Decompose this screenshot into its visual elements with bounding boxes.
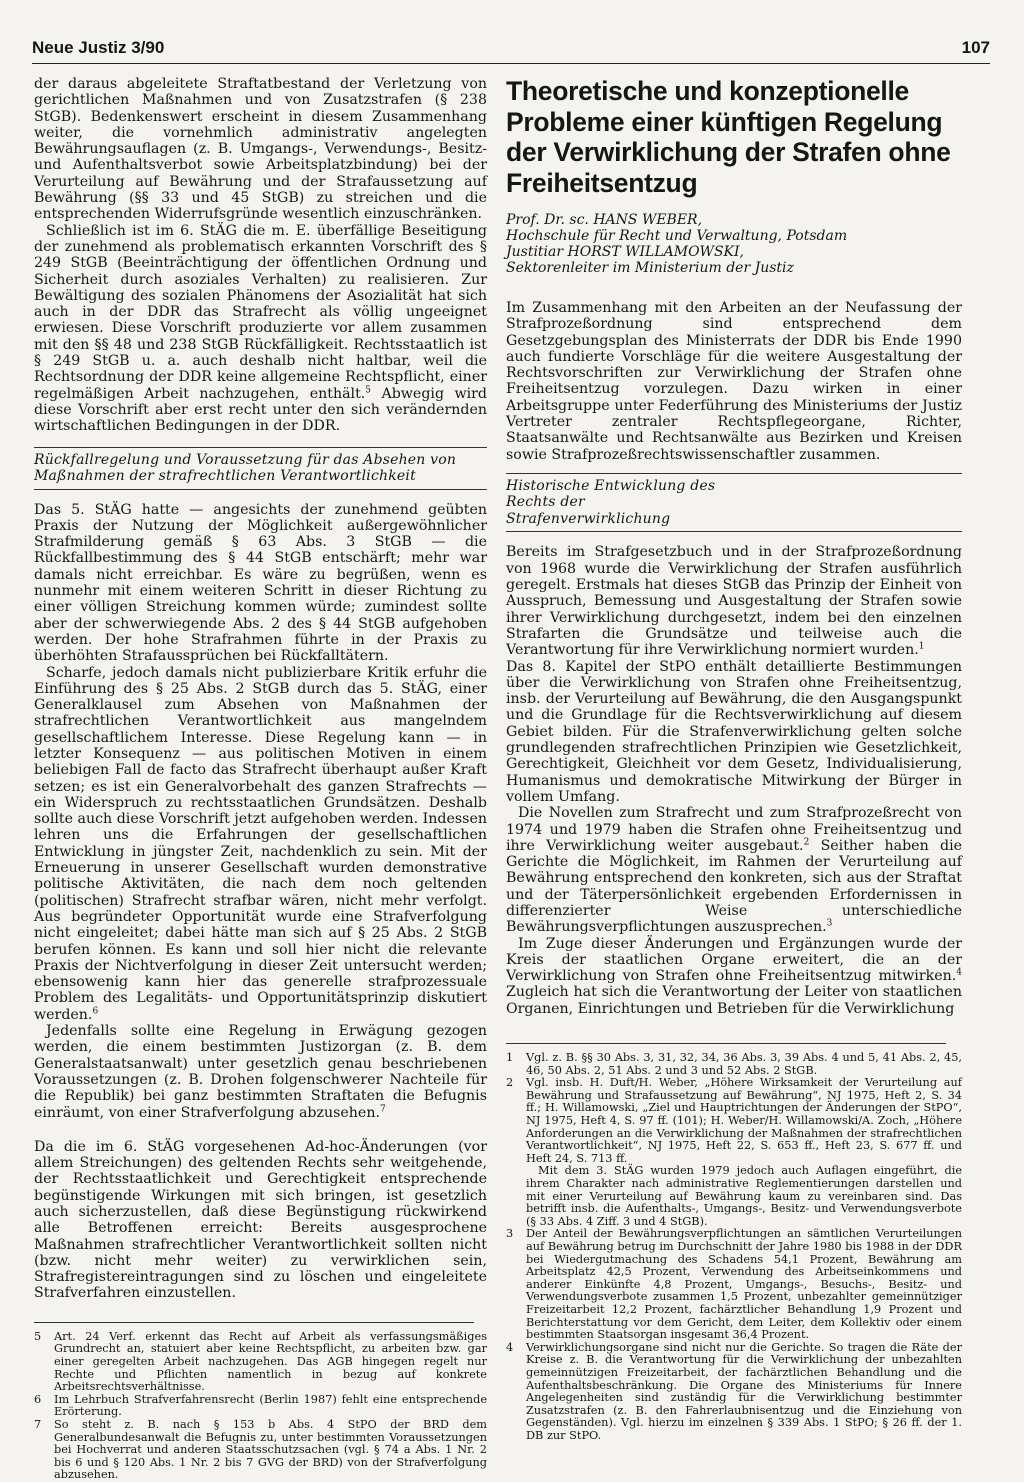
footnote [34,1394,487,1419]
footnote-number: 5 [34,1329,42,1343]
paragraph: Schließlich ist im 6. StÄG die m. E. überfällige Beseitigung der zunehmend als problematisch erkannten Vorschrift des § 249 StGB (Beeinträchtigung der öffentlichen Ordnung und Sicherheit durch asoziales Verhalten) zu realisieren. Zur Bewältigung des sozialen Phänomens der Asozialität hat sich auch in der DDR das Strafrecht als völlig ungeeignet erwiesen. Diese Vorschrift produzierte vor allem zusammen mit den §§ 48 und 238 StGB Rückfälligkeit. Rechtsstaatlich ist § 249 StGB u. a. auch deshalb nicht haltbar, weil die Rechtsordnung der DDR keine allgemeine Rechtspflicht, einer regelmäßigen Arbeit nachzugehen, enthält.$^5$ Abwegig wird diese Vorschrift aber erst recht unter den sich verändernden wirtschaftlichen Bedingungen in der DDR. [34,222,487,435]
footnote-number: 6 [34,1392,42,1406]
footnote-rule [506,1043,946,1044]
footnote-text: Verwirklichungsorgane sind nicht nur die Gerichte. So tragen die Räte der Kreise z. B. die Verantwortung für die Verwirklichung der unbezahlten gemeinnützigen Freizeitarbeit, der fachärztlichen Behandlung und die Aufenthaltsbeschränkung. Die Organe des Ministeriums für Innere Angelegenheiten sind zuständig für die Verwirklichung bestimmter Zusatzstrafen (z. B. den Fahrerlaubnisentzug und die Einziehung von Gegenständen). Vgl. hierzu im einzelnen § 339 Abs. 1 StPO; § 26 ff. der 1. DB zur StPO. [526,1340,962,1442]
section-rule [34,489,487,490]
author-name: Prof. Dr. sc. HANS WEBER, [506,212,703,228]
header-rule [32,63,990,64]
section-rule [506,473,962,474]
footnote [34,1331,487,1394]
section-rule [34,447,487,448]
section-heading: Historische Entwicklung des Rechts der Strafenverwirklichung [506,477,716,527]
footnote [506,1228,962,1341]
article-title: Theoretische und konzeptionelle Probleme einer künftigen Regelung der Verwirklichung der Strafen ohne Freiheitsentzug [506,76,951,198]
paragraph: Scharfe, jedoch damals nicht publizierbare Kritik erfuhr die Einführung des § 25 Abs. 2 StGB durch das 5. StÄG, einer Generalklausel zum Absehen von Maßnahmen der strafrechtlichen Verantwortlichkeit aus mangelndem gesellschaftlichem Interesse. Diese Regelung kann — in letzter Konsequenz — aus politischen Motiven in einem beliebigen Fall de facto das Strafrecht überhaupt außer Kraft setzen; es ist ein Generalvorbehalt des ganzen Strafrechts — ein Widerspruch zu rechtsstaatlichen Grundsätzen. Deshalb sollte auch diese Vorschrift jetzt aufgehoben werden. Indessen lehren uns die Erfahrungen der gesellschaftlichen Entwicklung in jüngster Zeit, nachdenklich zu sein. Mit der Erneuerung in unserer Gesellschaft wurden demonstrative politische Aktivitäten, die nach dem noch geltenden (politischen) Strafrecht strafbar wären, nicht mehr verfolgt. Aus begründeter Opportunität wurde eine Strafverfolgung nicht eingeleitet; dabei hätte man sich auf § 25 Abs. 2 StGB berufen können. Es kann und soll hier nicht die relevante Praxis der Nichtverfolgung in dieser Zeit untersucht werden; ebensowenig kann hier das generelle strafprozessuale Problem des Legalitäts- und Opportunitätsprinzip diskutiert werden.$^6$ [34,664,487,1023]
footnote [506,1052,962,1077]
footnote [34,1419,487,1482]
footnote-text: Vgl. insb. H. Duft/H. Weber, „Höhere Wirksamkeit der Verurteilung auf Bewährung und Strafaussetzung auf Bewährung“, NJ 1975, Heft 2, S. 34 ff.; H. Willamowski, „Ziel und Hauptrichtungen der Änderungen der StPO“, NJ 1975, Heft 4, S. 97 ff. (101); H. Weber/H. Willamowski/A. Zoch, „Höhere Anforderungen an die Verwirklichung der Maßnahmen der strafrechtlichen Verantwortlichkeit“, NJ 1975, Heft 22, S. 653 ff., Heft 23, S. 677 ff. und Heft 24, S. 713 ff. [526,1076,962,1165]
footnote-text: Art. 24 Verf. erkennt das Recht auf Arbeit als verfassungsmäßiges Grundrecht an, statuiert aber keine Rechtspflicht, zu arbeiten bzw. gar einer geregelten Arbeit nachzugehen. Das AGB hingegen regelt nur Rechte und Pflichten namentlich in bezug auf konkrete Arbeitsrechtsverhältnisse. [54,1329,487,1394]
footnote-text: So steht z. B. nach § 153 b Abs. 4 StPO der BRD dem Generalbundesanwalt die Befugnis zu, unter bestimmten Voraussetzungen bei Hochverrat und anderen Staatsschutzsachen (vgl. § 74 a Abs. 1 Nr. 2 bis 6 und § 120 Abs. 1 Nr. 2 bis 7 GVG der BRD) von der Strafverfolgung abzusehen. [54,1417,487,1482]
footnote: Mit dem 3. StÄG wurden 1979 jedoch auch Auflagen eingeführt, die ihrem Charakter nach administrative Reglementierungen darstellen und mit einer Verurteilung auf Bewährung kaum zu vereinbaren sind. Das betrifft insb. die Aufenthalts-, Umgangs-, Besitz- und Verwendungsverbote (§ 33 Abs. 4 Ziff. 3 und 4 StGB). [526,1164,962,1228]
footnote-text: Im Lehrbuch Strafverfahrensrecht (Berlin 1987) fehlt eine entsprechende Erörterung. [54,1392,487,1419]
footnote-text: Vgl. z. B. §§ 30 Abs. 3, 31, 32, 34, 36 Abs. 3, 39 Abs. 4 und 5, 41 Abs. 2, 45, 46, 50 Abs. 2, 51 Abs. 2 und 3 und 52 Abs. 2 StGB. [526,1051,962,1077]
footnote-ref[interactable]: 5 [365,384,372,395]
footnote-number: 2 [506,1076,514,1090]
author-affiliation: Hochschule für Recht und Verwaltung, Potsdam [506,228,848,244]
footnotes [506,1052,962,1442]
footnote [506,1077,962,1165]
footnote-ref[interactable]: 2 [803,837,810,848]
footnote-ref[interactable]: 4 [956,967,962,978]
footnote-number: 3 [506,1227,514,1241]
footnote-ref[interactable]: 7 [379,1103,386,1114]
paragraph: Im Zuge dieser Änderungen und Ergänzungen wurde der Kreis der staatlichen Organe erweitert, die an der Verwirklichung von Strafen ohne Freiheitsentzug mitwirken.$^4$ Zugleich hat sich die Verantwortung der Leiter von staatlichen Organen, Einrichtungen und Betrieben für die Verwirklichung [506,935,962,1017]
right-column [506,76,962,1442]
intro-paragraph: Im Zusammenhang mit den Arbeiten an der Neufassung der Strafprozeßordnung sind entsprechend dem Gesetzgebungsplan des Ministerrats der DDR bis Ende 1990 auch fundierte Vorschläge für die weitere Ausgestaltung der Rechtsvorschriften zur Verwirklichung der Strafen ohne Freiheitsentzug vorzulegen. Dazu wirken in einer Arbeitsgruppe unter Federführung des Ministeriums der Justiz Vertreter zentraler Rechtspflegeorgane, Richter, Staatsanwälte und Rechtsanwälte aus Bezirken und Kreisen sowie Strafprozeßrechtswissenschaftler zusammen. [506,300,962,463]
author-name: Justitiar HORST WILLAMOWSKI, [506,244,744,260]
footnote-text: Der Anteil der Bewährungsverpflichtungen an sämtlichen Verurteilungen auf Bewährung betrug im Durchschnitt der Jahre 1980 bis 1988 in der DDR bei Wiedergutmachung des Schadens 54,1 Prozent, Bewährung am Arbeitsplatz 42,5 Prozent, Verwendung des Arbeitseinkommens und anderer Einkünfte 4,8 Prozent, Umgangs-, Besuchs-, Besitz- und Verwendungsverbote zusammen 1,5 Prozent, unbezahlter gemeinnütziger Freizeitarbeit 12,2 Prozent, fachärztlicher Behandlung 1,9 Prozent und Berichterstattung vor dem Gericht, dem Leiter, dem Kollektiv oder einem bestimmten Staatsorgan insgesamt 36,4 Prozent. [526,1227,962,1342]
paragraph: Das 8. Kapitel der StPO enthält detaillierte Bestimmungen über die Verwirklichung von Strafen ohne Freiheitsentzug, insb. der Verurteilung auf Bewährung, die den Ausgangspunkt und die Grundlage für die Rechtsverwirklichung auf diesem Gebiet bilden. Für die Strafenverwirklichung gelten solche grundlegenden strafrechtlichen Prinzipien wie Gesetzlichkeit, Gerechtigkeit, Gleichheit vor dem Gesetz, Individualisierung, Humanismus und demokratische Mitwirkung der Bürger in vollem Umfang. [506,658,962,805]
footnote [506,1342,962,1443]
section-rule [506,531,962,532]
paragraph: Bereits im Strafgesetzbuch und in der Strafprozeßordnung von 1968 wurde die Verwirklichung der Strafen ausführlich geregelt. Erstmals hat dieses StGB das Prinzip der Einheit von Ausspruch, Bemessung und Ausgestaltung der Strafen sowie ihrer Verwirklichung durchgesetzt, indem bei den einzelnen Strafarten die Grundsätze und teilweise auch die Verantwortung für ihre Verwirklichung normiert wurden.$^1$ [506,544,962,659]
footnote-number: 1 [506,1051,514,1065]
authors [506,212,962,276]
paragraph: der daraus abgeleitete Straftatbestand der Verletzung von gerichtlichen Maßnahmen und von Zusatzstrafen (§ 238 StGB). Bedenkenswert erscheint in diesem Zusammenhang weiter, die vornehmlich administrativ angelegten Bewährungsauflagen (z. B. Umgangs-, Verwendungs-, Besitz- und Aufenthaltsverbot sowie Arbeitsplatzbindung) bei der Verurteilung auf Bewährung und der Strafaussetzung auf Bewährung (§§ 33 und 45 StGB) zu streichen und die entsprechenden Widerrufsgründe wesentlich einzuschränken. [34,76,487,223]
paragraph: Das 5. StÄG hatte — angesichts der zunehmend geübten Praxis der Nutzung der Möglichkeit außergewöhnlicher Strafmilderung gemäß § 63 Abs. 3 StGB — die Rückfallbestimmung des § 44 StGB entschärft; mehr war damals nicht erreichbar. Es wäre zu begrüßen, wenn es nunmehr mit einem weiteren Schritt in dieser Richtung zu einer völligen Streichung kommen würde; zumindest sollte aber der schwerwiegende Abs. 2 des § 44 StGB aufgehoben werden. Der hohe Strafrahmen führte in der Praxis zu überhöhten Strafaussprüchen bei Rückfalltätern. [34,501,487,665]
author-affiliation: Sektorenleiter im Ministerium der Justiz [506,260,794,276]
running-header [32,38,990,58]
footnote-number: 7 [34,1417,42,1431]
footnote-number: 4 [506,1340,514,1354]
journal-issue: Neue Justiz 3/90 [32,38,165,57]
footnote-ref[interactable]: 6 [92,1006,99,1016]
footnote-rule [34,1322,474,1323]
section-heading: Rückfallregelung und Voraussetzung für das Absehen von Maßnahmen der strafrechtlichen Verantwortlichkeit [34,451,457,485]
footnote-ref[interactable]: 1 [918,641,925,652]
paragraph: Die Novellen zum Strafrecht und zum Strafprozeßrecht von 1974 und 1979 haben die Strafen ohne Freiheitsentzug und ihre Verwirklichung weiter ausgebaut.$^2$ Seither haben die Gerichte die Möglichkeit, im Rahmen der Verurteilung auf Bewährung entsprechend den konkreten, sich aus der Straftat und der Täterpersönlichkeit ergebenden Erfordernissen in differenzierter Weise unterschiedliche Bewährungsverpflichtungen auszusprechen.$^3$ [506,805,962,936]
footnote-ref[interactable]: 3 [826,918,833,929]
page-number: 107 [961,38,990,57]
footnotes [34,1331,487,1482]
left-column [34,76,487,1482]
paragraph: Da die im 6. StÄG vorgesehenen Ad-hoc-Änderungen (vor allem Streichungen) des geltenden Rechts sehr weitgehende, der Rechtsstaatlichkeit und Gerechtigkeit entsprechende begünstigende Wirkungen mit sich bringen, ist gesetzlich auch sicherzustellen, daß diese Begünstigung rückwirkend alle Betroffenen erreicht: Bereits ausgesprochene Maßnahmen strafrechtlicher Verantwortlichkeit sollten nicht (bzw. nicht mehr weiter) zu verwirklichen sein, Strafregistereintragungen sind zu löschen und eingeleitete Strafverfahren einzustellen. [34,1138,487,1302]
paragraph: Jedenfalls sollte eine Regelung in Erwägung gezogen werden, die einem bestimmten Justizorgan (z. B. dem Generalstaatsanwalt) unter gesetzlich genau beschriebenen Voraussetzungen (z. B. Drohen folgenschwerer Nachteile für die Republik) bei ganz bestimmten Straftaten die Befugnis einräumt, von einer Strafverfolgung abzusehen.$^7$ [34,1023,487,1121]
